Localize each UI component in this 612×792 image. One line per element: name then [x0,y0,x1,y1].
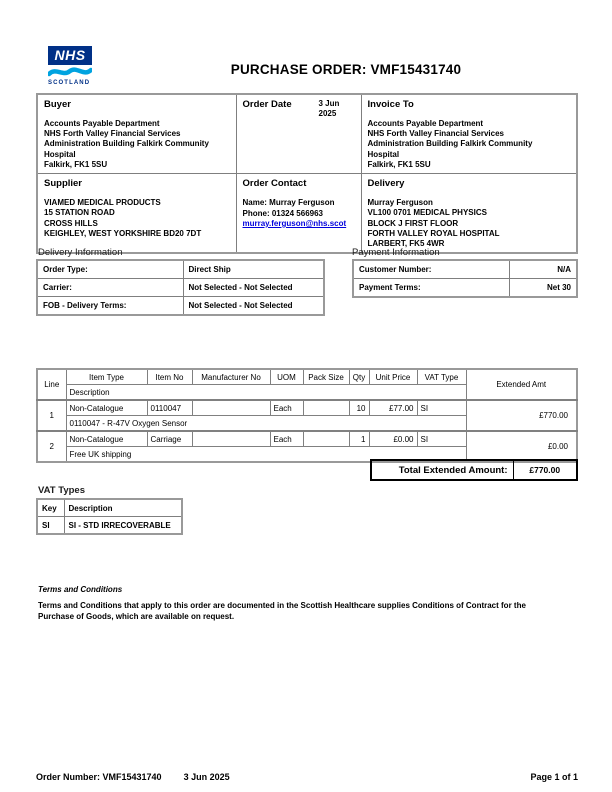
table-row [353,279,577,298]
contact-name: Name: Murray Ferguson [242,198,335,208]
manufacturer-no [192,400,270,416]
table-row [37,517,182,535]
table-row [353,260,577,279]
supplier-cell [37,174,236,254]
vat-type: SI [417,400,466,416]
order-date-label: Order Date [242,99,292,110]
delivery-information-heading: Delivery Information [38,247,123,258]
table-row [37,400,577,416]
buyer-heading: Buyer [44,99,71,110]
buyer-address-line: Falkirk, FK1 5SU [44,159,108,169]
col-header-qty: Qty [349,369,369,385]
page-title: PURCHASE ORDER: VMF15431740 [230,62,462,77]
col-header-description: Description [66,385,466,401]
vat-description: SI - STD IRRECOVERABLE [64,517,182,535]
fob-label: FOB - Delivery Terms: [37,297,183,316]
item-type: Non-Catalogue [66,400,147,416]
supplier-address-line: KEIGHLEY, WEST YORKSHIRE BD20 7DT [44,228,202,238]
col-header-manufacturer-no: Manufacturer No [192,369,270,385]
header-row [37,499,182,517]
line-number: 2 [37,431,66,462]
col-header-item-type: Item Type [66,369,147,385]
vat-type: SI [417,431,466,447]
col-header-extended-amt: Extended Amt [466,369,577,400]
qty: 1 [349,431,369,447]
nhs-scotland-label: SCOTLAND [48,80,91,86]
extended-amt: £770.00 [466,400,577,431]
unit-price: £0.00 [369,431,417,447]
payment-information-table [352,259,578,298]
vat-description-header: Description [64,499,182,517]
order-contact-cell [236,174,361,254]
contact-email-link[interactable]: murray.ferguson@nhs.scot [242,218,347,228]
delivery-address-line: FORTH VALLEY ROYAL HOSPITAL [367,228,500,238]
footer-page-number: Page 1 of 1 [530,772,578,782]
item-no: Carriage [147,431,192,447]
qty: 10 [349,400,369,416]
header-row [37,369,577,385]
col-header-pack-size: Pack Size [303,369,349,385]
footer-order-number: Order Number: VMF15431740 [36,772,162,782]
nhs-logo-text: NHS [48,46,92,65]
col-header-uom: UOM [270,369,303,385]
table-row [37,431,577,447]
buyer-address-line: Administration Building Falkirk Community [44,139,209,149]
buyer-cell [37,94,236,174]
supplier-address-line: 15 STATION ROAD [44,208,115,218]
customer-number-value: N/A [509,260,577,279]
supplier-address-line: VIAMED MEDICAL PRODUCTS [44,198,161,208]
footer-date: 3 Jun 2025 [183,772,230,782]
vat-types-heading: VAT Types [38,485,85,496]
total-box [370,459,578,481]
extended-amt: £0.00 [466,431,577,462]
delivery-cell [361,174,577,254]
invoice-to-address-line: Hospital [367,149,400,159]
order-type-value: Direct Ship [183,260,324,279]
customer-number-label: Customer Number: [353,260,509,279]
manufacturer-no [192,431,270,447]
carrier-value: Not Selected - Not Selected [183,279,324,297]
col-header-unit-price: Unit Price [369,369,417,385]
buyer-address-line: Accounts Payable Department [44,119,160,128]
table-row [37,279,324,297]
uom: Each [270,400,303,416]
delivery-address-line: Murray Ferguson [367,198,433,208]
order-date-value: 3 Jun 2025 [318,99,340,118]
total-extended-amount-label: Total Extended Amount: [371,460,513,480]
unit-price: £77.00 [369,400,417,416]
line-number: 1 [37,400,66,431]
col-header-item-no: Item No [147,369,192,385]
order-contact-heading: Order Contact [242,178,307,190]
buyer-address-line: NHS Forth Valley Financial Services [44,129,181,139]
order-info-table [36,93,578,254]
payment-terms-label: Payment Terms: [353,279,509,298]
table-row [37,297,324,316]
terms-body: Terms and Conditions that apply to this order are documented in the Scottish Healthcare supplies Conditions of Contract for the Purchase of Goods, which are available on request. [38,601,526,621]
page-footer [36,772,578,782]
uom: Each [270,431,303,447]
vat-types-table [36,498,183,535]
delivery-address-line: BLOCK J FIRST FLOOR [367,218,459,228]
col-header-line: Line [37,369,66,400]
delivery-information-table [36,259,325,316]
invoice-to-address-line: Administration Building Falkirk Community [367,139,533,149]
item-description: Free UK shipping [66,447,466,463]
order-date-cell [236,94,361,174]
invoice-to-address-line: Accounts Payable Department [367,119,484,128]
carrier-label: Carrier: [37,279,183,297]
supplier-address-line: CROSS HILLS [44,218,98,228]
line-items-table [36,368,578,463]
col-header-vat-type: VAT Type [417,369,466,385]
order-type-label: Order Type: [37,260,183,279]
invoice-to-address-line: NHS Forth Valley Financial Services [367,129,504,139]
item-type: Non-Catalogue [66,431,147,447]
pack-size [303,400,349,416]
payment-information-heading: Payment Information [352,247,440,258]
vat-key-header: Key [37,499,64,517]
item-no: 0110047 [147,400,192,416]
fob-value: Not Selected - Not Selected [183,297,324,316]
table-row [37,260,324,279]
payment-terms-value: Net 30 [509,279,577,298]
contact-phone: Phone: 01324 566963 [242,208,323,218]
supplier-heading: Supplier [44,178,83,190]
delivery-address-line: VL100 0701 MEDICAL PHYSICS [367,208,487,218]
invoice-to-address-line: Falkirk, FK1 5SU [367,159,431,169]
delivery-address-line: LARBERT, FK5 4WR [367,239,445,249]
buyer-address-line: Hospital [44,149,76,159]
invoice-to-cell [361,94,577,174]
invoice-to-heading: Invoice To [367,99,414,110]
item-description: 0110047 - R-47V Oxygen Sensor [66,416,466,432]
delivery-heading: Delivery [367,178,405,190]
vat-key: SI [37,517,64,535]
pack-size [303,431,349,447]
footer-left [36,772,230,782]
terms-heading: Terms and Conditions [38,585,123,594]
total-extended-amount-value: £770.00 [513,460,577,480]
